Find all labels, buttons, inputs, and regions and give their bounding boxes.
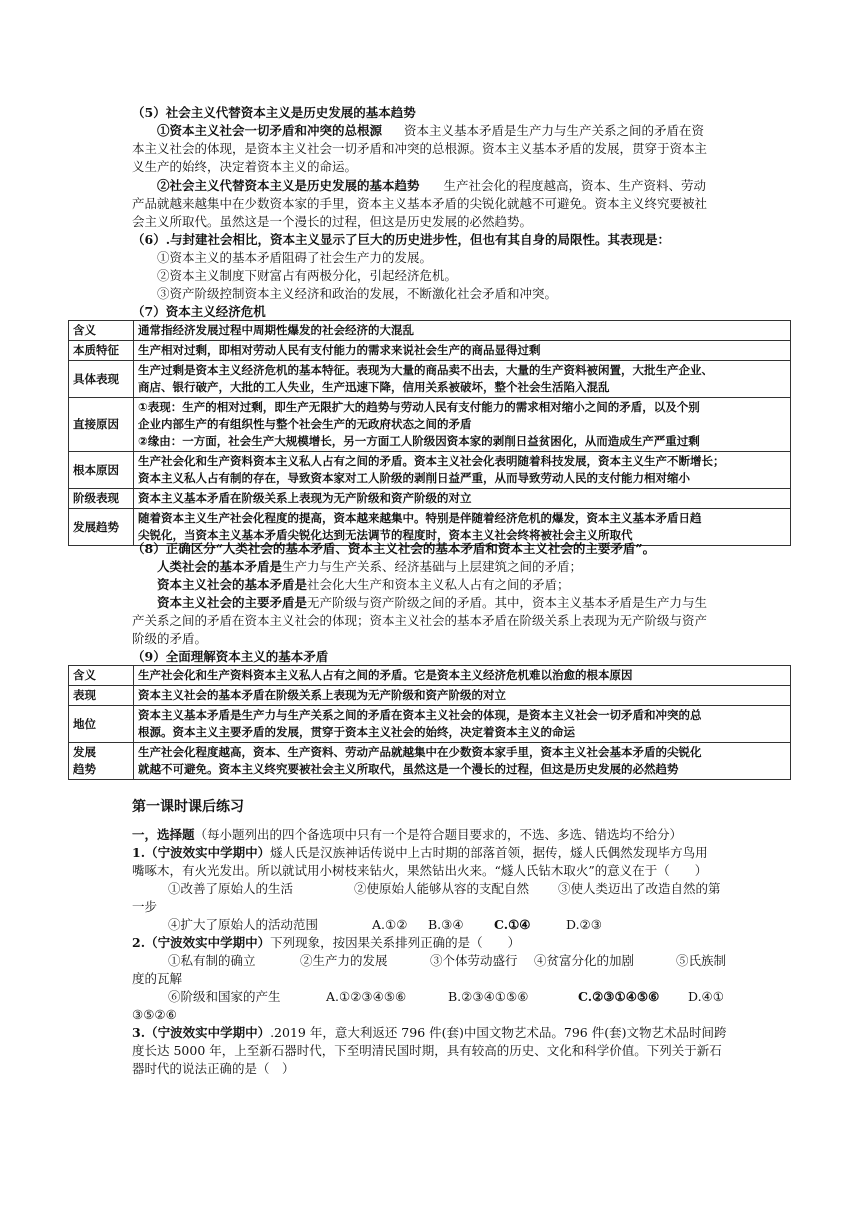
cell-line: 表现 xyxy=(73,688,96,702)
row-key: 含义 xyxy=(69,321,134,341)
question-1 xyxy=(132,844,708,862)
bold-term: 资本主义社会的主要矛盾是 xyxy=(157,595,308,610)
question-number: 3. xyxy=(132,1025,146,1040)
choice-b: B.③④ xyxy=(428,917,464,932)
cell-line: 资本主义基本矛盾是生产力与生产关系之间的矛盾在资本主义社会的体现，是资本主义社会一切矛盾和冲突的总 xyxy=(138,708,702,722)
cell-line: 通常指经济发展过程中周期性爆发的社会经济的大混乱 xyxy=(138,323,414,337)
cell-line: 根源。资本主义主要矛盾的发展，贯穿于资本主义社会的始终，决定着资本主义的命运 xyxy=(138,725,575,739)
option-statement: ④扩大了原始人的活动范围 xyxy=(168,917,319,932)
question-3 xyxy=(132,1024,726,1042)
cell-line: 商店、银行破产，大批的工人失业，生产迅速下降，信用关系被破坏，整个社会生活陷入混乱 xyxy=(138,380,610,394)
cell-line: 地位 xyxy=(73,716,96,731)
section-8-line-a xyxy=(157,558,582,576)
section-9-heading: （9）全面理解资本主义的基本矛盾 xyxy=(132,649,329,664)
cell-line: 含义 xyxy=(73,668,96,682)
section-6-item: ①资本主义的基本矛盾阻碍了社会生产力的发展。 xyxy=(157,250,433,265)
option-statement: ⑤氏族制 xyxy=(676,953,727,968)
choice-d: D.②③ xyxy=(566,917,602,932)
term-text: 社会化大生产和资本主义私人占有之间的矛盾； xyxy=(307,577,570,592)
cell-line: 资本主义社会的基本矛盾在阶级关系上表现为无产阶级和资产阶级的对立 xyxy=(138,688,506,702)
row-value xyxy=(134,321,791,341)
cell-line: ②缘由：一方面，社会生产大规模增长，另一方面工人阶级因资本家的剥削日益贫困化，从而造成生产严重过剩 xyxy=(138,434,700,448)
cell-line: 生产社会化程度越高，资本、生产资料、劳动产品就越集中在少数资本家手里，资本主义社会基本矛盾的尖锐化 xyxy=(138,745,702,759)
bold-term: 人类社会的基本矛盾是 xyxy=(157,559,283,574)
row-value xyxy=(134,666,791,686)
term-text: 生产力与生产关系、经济基础与上层建筑之间的矛盾； xyxy=(282,559,583,574)
section-6-item: ③资产阶级控制资本主义经济和政治的发展，不断激化社会矛盾和冲突。 xyxy=(157,286,558,301)
section-5-heading: （5）社会主义代替资本主义是历史发展的基本趋势 xyxy=(132,105,416,120)
table-row xyxy=(69,361,791,398)
section-6-heading: （6）.与封建社会相比，资本主义显示了巨大的历史进步性，但也有其自身的局限性。其表现是： xyxy=(132,232,671,247)
section-7-heading: （7）资本主义经济危机 xyxy=(132,304,266,319)
section-8-line-c3: 阶级的矛盾。 xyxy=(132,631,208,646)
question-1-line-2: 嘴啄木，有火光发出。所以就试用小树枝来钻火，果然钻出火来。“燧人氏钻木取火”的意义在于（ ） xyxy=(132,863,708,878)
question-source: （宁波效实中学期中） xyxy=(145,845,271,860)
row-value xyxy=(134,706,791,743)
row-value xyxy=(134,361,791,398)
cell-line: 发展 xyxy=(73,745,96,759)
table-row xyxy=(69,666,791,686)
row-value xyxy=(134,452,791,489)
table-row xyxy=(69,452,791,489)
table-row xyxy=(69,706,791,743)
section-8-line-c2: 产关系之间的矛盾在资本主义社会的体现；资本主义社会的基本矛盾在阶级关系上表现为无产阶级与资产 xyxy=(132,613,708,628)
question-source: （宁波效实中学期中） xyxy=(145,935,271,950)
row-key: 根本原因 xyxy=(69,452,134,489)
point-2-title: ②社会主义代替资本主义是历史发展的基本趋势 xyxy=(157,178,420,193)
question-3-line-2: 度长达 5000 年，上至新石器时代，下至明清民国时期，具有较高的历史、文化和科学价值。下列关于新石 xyxy=(132,1043,722,1058)
option-statement: ②生产力的发展 xyxy=(300,953,388,968)
point-2-line-3: 会主义所取代。虽然这是一个漫长的过程，但这是历史发展的必然趋势。 xyxy=(132,214,533,229)
table-row xyxy=(69,489,791,509)
question-text: .2019 年，意大利返还 796 件(套)中国文物艺术品。796 件(套)文物艺术品时间跨 xyxy=(270,1025,727,1040)
row-key xyxy=(69,686,134,706)
section-8-line-b xyxy=(157,576,570,594)
question-text: 燧人氏是汉族神话传说中上古时期的部落首领，据传，燧人氏偶然发现毕方鸟用 xyxy=(270,845,708,860)
cell-line: 随着资本主义生产社会化程度的提高，资本越来越集中。特别是伴随着经济危机的爆发，资本主义基本矛盾日趋 xyxy=(138,511,702,525)
row-key: 发展趋势 xyxy=(69,509,134,546)
point-1-line-3: 义生产的始终，决定着资本主义的命运。 xyxy=(132,159,358,174)
row-key xyxy=(69,666,134,686)
point-2-text: 生产社会化的程度越高，资本、生产资料、劳动 xyxy=(443,178,707,193)
row-key: 本质特征 xyxy=(69,341,134,361)
basic-contradiction-table xyxy=(68,665,791,780)
section-8-line-c xyxy=(157,594,707,612)
option-statement: ③使人类迈出了改造自然的第 xyxy=(558,881,721,896)
term-text: 无产阶级与资产阶级之间的矛盾。其中，资本主义基本矛盾是生产力与生 xyxy=(307,595,708,610)
cell-line: 资本主义基本矛盾在阶级关系上表现为无产阶级和资产阶级的对立 xyxy=(138,491,472,505)
bold-term: 资本主义社会的基本矛盾是 xyxy=(157,577,308,592)
choice-d-cont: ③⑤②⑥ xyxy=(132,1007,177,1022)
question-2 xyxy=(132,934,520,952)
point-1-title: ①资本主义社会一切矛盾和冲突的总根源 xyxy=(157,123,383,138)
table-row xyxy=(69,398,791,452)
point-2-line-2: 产品就越来越集中在少数资本家的手里，资本主义基本矛盾的尖锐化就越不可避免。资本主义终究要被社 xyxy=(132,196,708,211)
cell-line: ①表现：生产的相对过剩，即生产无限扩大的趋势与劳动人民有支付能力的需求相对缩小之间的矛盾，以及个别 xyxy=(138,400,700,414)
question-text: 下列现象，按因果关系排列正确的是（ ） xyxy=(270,935,521,950)
section-5-point-1 xyxy=(157,122,704,140)
table-row xyxy=(69,341,791,361)
table-row xyxy=(69,321,791,341)
section-5-point-2 xyxy=(157,177,706,195)
row-value xyxy=(134,743,791,780)
exercise-title: 第一课时课后练习 xyxy=(132,799,244,815)
row-key: 阶级表现 xyxy=(69,489,134,509)
choice-d: D.④① xyxy=(688,989,724,1004)
question-3-line-3: 器时代的说法正确的是（ ） xyxy=(132,1061,295,1076)
choice-c: C.①④ xyxy=(494,917,531,932)
question-number: 2. xyxy=(132,935,146,950)
table-row xyxy=(69,686,791,706)
option-statement: ④贫富分化的加剧 xyxy=(534,953,635,968)
question-source: （宁波效实中学期中） xyxy=(145,1025,271,1040)
point-1-line-2: 本主义社会的体现，是资本主义社会一切矛盾和冲突的总根源。资本主义基本矛盾的发展，贯穿于资本主 xyxy=(132,141,708,156)
row-key xyxy=(69,743,134,780)
question-number: 1. xyxy=(132,845,146,860)
cell-line: 企业内部生产的有组织性与整个社会生产的无政府状态之间的矛盾 xyxy=(138,417,472,431)
option-statement: ⑥阶级和国家的产生 xyxy=(168,989,281,1004)
choice-a: A.①② xyxy=(372,917,408,932)
cell-line: 趋势 xyxy=(73,762,96,776)
part-instructions: （每小题列出的四个备选项中只有一个是符合题目要求的，不选、多选、错选均不给分） xyxy=(194,827,683,842)
row-value xyxy=(134,489,791,509)
section-8-heading: （8）正确区分“人类社会的基本矛盾、资本主义社会的基本矛盾和资本主义社会的主要矛盾”。 xyxy=(132,541,656,556)
part-1-heading xyxy=(132,826,682,844)
point-1-text: 资本主义基本矛盾是生产力与生产关系之间的矛盾在资 xyxy=(404,123,705,138)
choice-a: A.①②③④⑤⑥ xyxy=(326,989,407,1004)
choice-b: B.②③④①⑤⑥ xyxy=(448,989,529,1004)
option-statement: ①私有制的确立 xyxy=(168,953,256,968)
cell-line: 生产社会化和生产资料资本主义私人占有之间的矛盾。资本主义社会化表明随着科技发展，资本主义生产不断增长； xyxy=(138,454,725,468)
cell-line: 尖锐化，当资本主义基本矛盾尖锐化达到无法调节的程度时，资本主义社会终将被社会主义所取代 xyxy=(138,528,633,542)
economic-crisis-table xyxy=(68,320,791,546)
option-statement: ③个体劳动盛行 xyxy=(430,953,518,968)
choice-c: C.②③①④⑤⑥ xyxy=(578,989,660,1004)
row-key: 直接原因 xyxy=(69,398,134,452)
option-statement-cont: 一步 xyxy=(132,899,158,914)
cell-line: 生产社会化和生产资料资本主义私人占有之间的矛盾。它是资本主义经济危机难以治愈的根本原因 xyxy=(138,668,633,682)
section-6-item: ②资本主义制度下财富占有两极分化，引起经济危机。 xyxy=(157,268,458,283)
cell-line: 生产过剩是资本主义经济危机的基本特征。表现为大量的商品卖不出去，大量的生产资料被闲置，大批生产企业、 xyxy=(138,363,713,377)
cell-line: 就越不可避免。资本主义终究要被社会主义所取代，虽然这是一个漫长的过程，但这是历史发展的必然趋势 xyxy=(138,762,679,776)
row-value xyxy=(134,341,791,361)
row-value xyxy=(134,686,791,706)
option-statement: ②使原始人能够从容的支配自然 xyxy=(354,881,530,896)
row-value xyxy=(134,398,791,452)
cell-line: 资本主义私人占有制的存在，导致资本家对工人阶级的剥削日益严重，从而导致劳动人民的支付能力相对缩小 xyxy=(138,471,690,485)
row-key xyxy=(69,706,134,743)
row-key: 具体表现 xyxy=(69,361,134,398)
table-row xyxy=(69,743,791,780)
option-statement: ①改善了原始人的生活 xyxy=(168,881,294,896)
part-label: 一，选择题 xyxy=(132,827,195,842)
cell-line: 生产相对过剩，即相对劳动人民有支付能力的需求来说社会生产的商品显得过剩 xyxy=(138,343,541,357)
option-statement-cont: 度的瓦解 xyxy=(132,971,183,986)
